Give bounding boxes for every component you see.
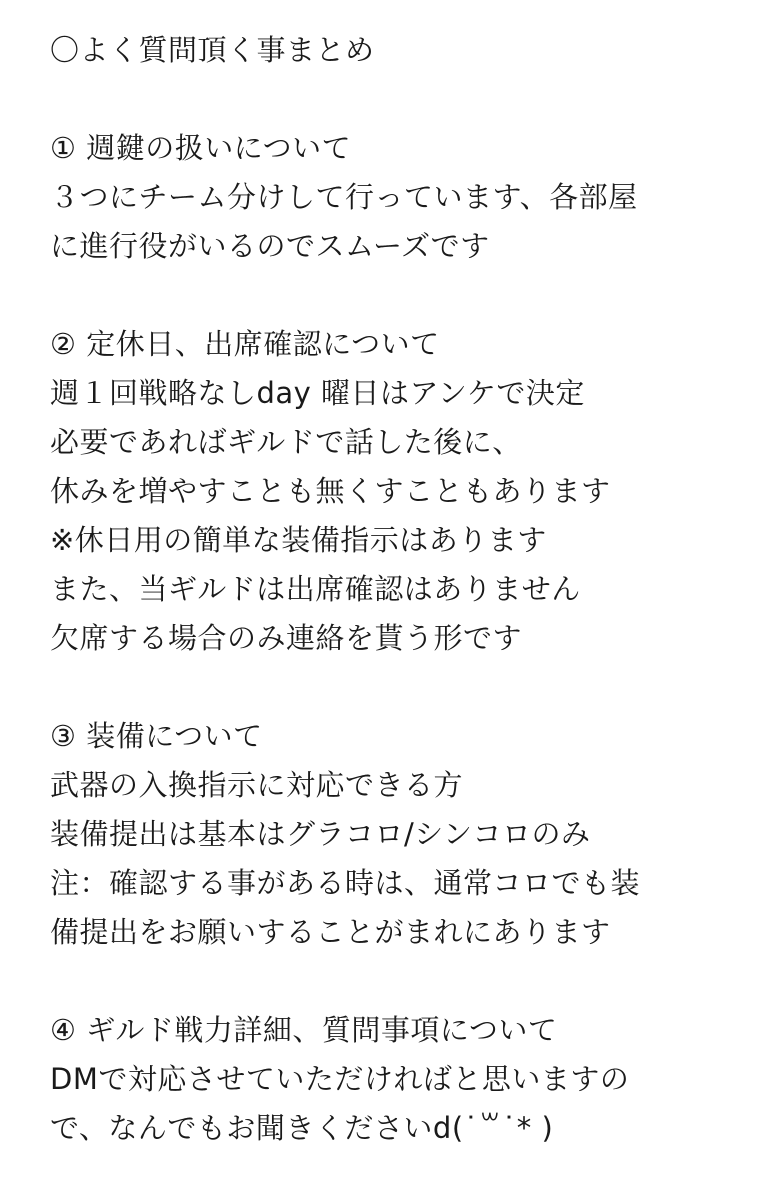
section-2-heading: ② 定休日、出席確認について [50,327,440,361]
section-1-line-2: に進行役がいるのでスムーズです [50,229,490,263]
section-1-line-1: ３つにチーム分けして行っています、各部屋 [50,180,638,214]
note-title: 〇よく質問頂く事まとめ [50,33,375,67]
section-3-heading: ③ 装備について [50,719,263,753]
section-2-line-2: 必要であればギルドで話した後に、 [50,425,522,459]
section-3-line-1: 武器の入換指示に対応できる方 [50,768,464,802]
section-2-line-3: 休みを増やすことも無くすこともあります [50,474,611,508]
section-4-line-1: DMで対応させていただければと思いますの [50,1062,630,1096]
section-3-line-2: 装備提出は基本はグラコロ/シンコロのみ [50,817,591,851]
blank-line [50,75,741,124]
blank-line [50,271,741,320]
section-1-heading: ① 週鍵の扱いについて [50,131,352,165]
memo-note [50,26,741,1153]
section-3-line-4: 備提出をお願いすることがまれにあります [50,915,611,949]
blank-line [50,957,741,1006]
section-2-line-6: 欠席する場合のみ連絡を貰う形です [50,621,523,655]
section-3-line-3: 注：確認する事がある時は、通常コロでも装 [50,866,641,900]
section-2-line-4: ※休日用の簡単な装備指示はあります [50,523,547,557]
section-2-line-1: 週１回戦略なしday 曜日はアンケで決定 [50,376,585,410]
blank-line [50,663,741,712]
section-2-line-5: また、当ギルドは出席確認はありません [50,572,581,606]
section-4-line-2: で、なんでもお聞きくださいd(˙꒳˙* ) [50,1111,554,1145]
section-4-heading: ④ ギルド戦力詳細、質問事項について [50,1013,558,1047]
